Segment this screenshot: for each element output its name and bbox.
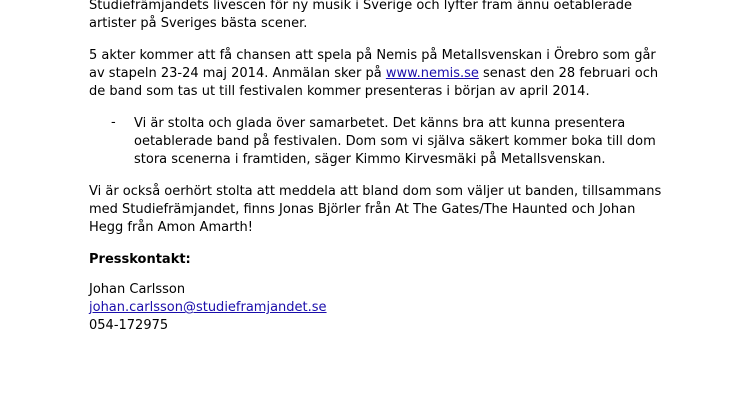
contact-email-link[interactable]: johan.carlsson@studieframjandet.se — [89, 300, 327, 315]
quote-text — [134, 115, 664, 169]
contact-phone: 054-172975 — [89, 318, 169, 333]
jury-line: Hegg från Amon Amarth! — [89, 220, 253, 235]
festival-line: 5 akter kommer att få chansen att spela på Nemis på Metallsvenskan i Örebro som går — [89, 48, 656, 63]
festival-line — [89, 65, 729, 83]
quote-line: stora scenerna i framtiden, säger Kimmo Kirvesmäki på Metallsvenskan. — [134, 152, 606, 167]
jury-line: med Studiefrämjandet, finns Jonas Björler från At The Gates/The Haunted och Johan — [89, 202, 636, 217]
contact-block — [89, 281, 729, 335]
jury-paragraph — [89, 183, 729, 237]
jury-line: Vi är också oerhört stolta att meddela att bland dom som väljer ut banden, tillsammans — [89, 184, 662, 199]
intro-line: Studiefrämjandets livescen för ny musik i Sverige och lyfter fram ännu oetablerade — [89, 0, 632, 13]
quote-line: Vi är stolta och glada över samarbetet. Det känns bra att kunna presentera — [134, 116, 626, 131]
contact-name: Johan Carlsson — [89, 282, 186, 297]
intro-paragraph — [89, 0, 729, 33]
festival-line: de band som tas ut till festivalen kommer presenteras i början av april 2014. — [89, 84, 590, 99]
intro-line: artister på Sveriges bästa scener. — [89, 16, 308, 31]
nemis-link[interactable]: www.nemis.se — [385, 66, 479, 81]
document-body — [89, 0, 729, 335]
festival-text: av stapeln 23-24 maj 2014. Anmälan sker på — [89, 66, 386, 81]
press-contact-heading: Presskontakt: — [89, 252, 191, 267]
festival-paragraph — [89, 47, 729, 101]
quote-line: oetablerade band på festivalen. Dom som vi själva säkert kommer boka till dom — [134, 134, 656, 149]
festival-text: senast den 28 februari och — [478, 66, 659, 81]
list-dash: - — [111, 115, 116, 130]
quote-list-item — [89, 115, 664, 169]
